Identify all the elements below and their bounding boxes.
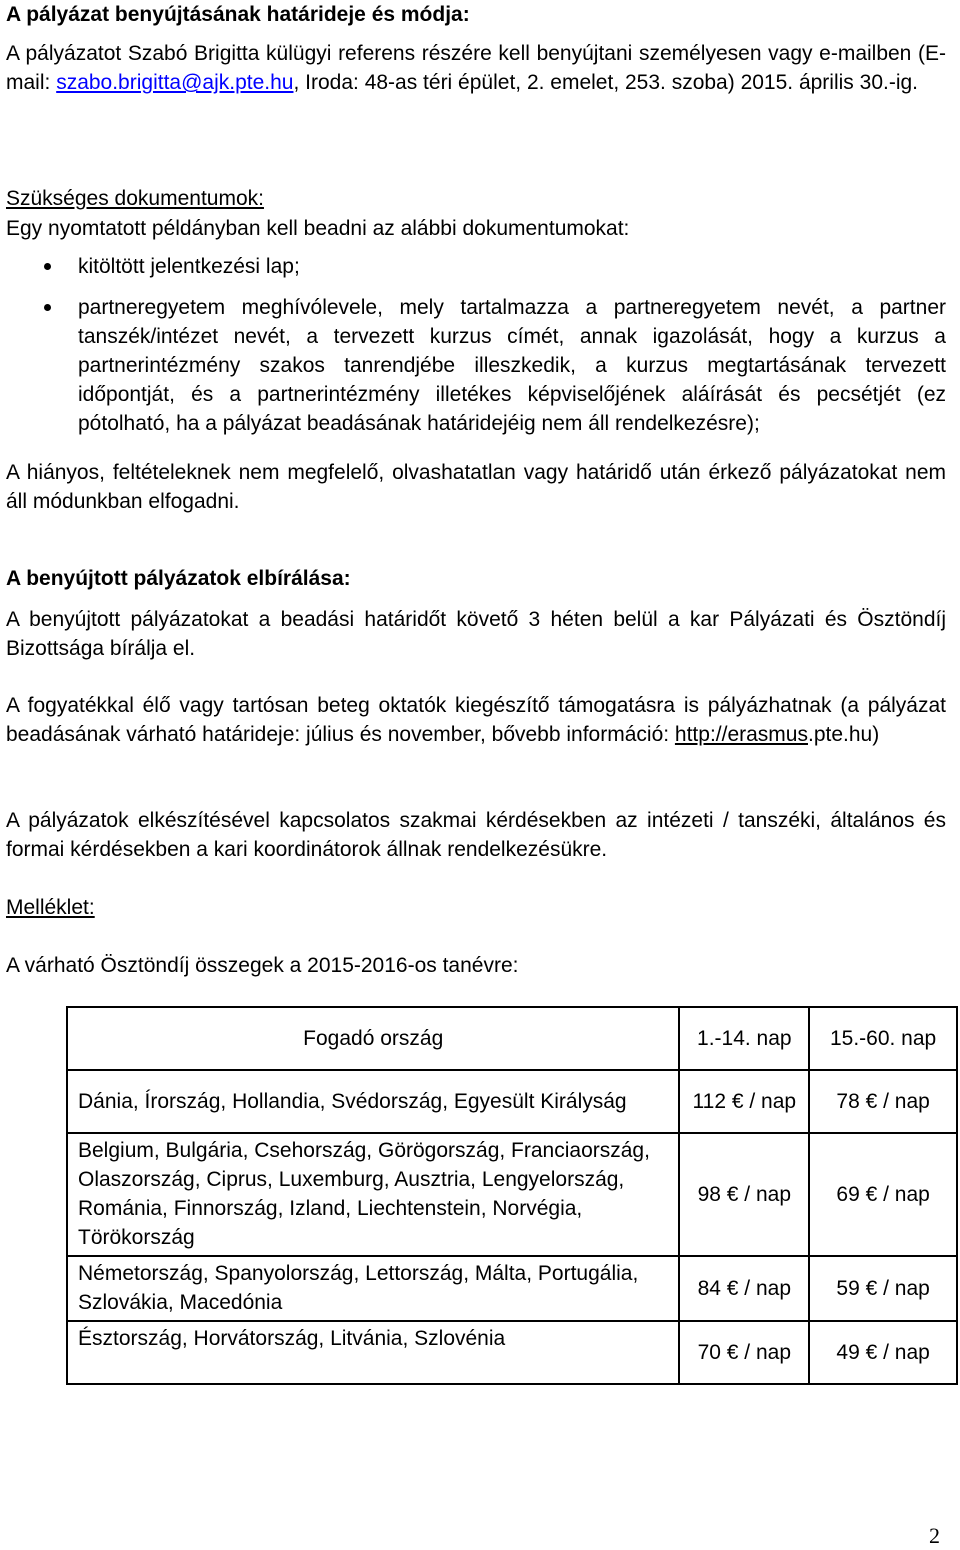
table-row (67, 1070, 957, 1133)
rate-cell-1: 70 € / nap (679, 1321, 809, 1384)
annex-heading: Melléklet: (6, 896, 95, 919)
documents-list (6, 252, 946, 438)
deadline-paragraph (6, 39, 946, 97)
paragraph2-text-after: .pte.hu) (807, 723, 880, 746)
deadline-heading: A pályázat benyújtásának határideje és módja: (6, 3, 470, 26)
page-number: 2 (929, 1523, 940, 1548)
rate-cell-2: 69 € / nap (809, 1133, 957, 1256)
email-link[interactable]: szabo.brigitta@ajk.pte.hu (56, 71, 294, 94)
deadline-text-after: , Iroda: 48-as téri épület, 2. emelet, 253. szoba) 2015. április 30.-ig. (293, 71, 918, 94)
documents-warning: A hiányos, feltételeknek nem megfelelő, olvashatatlan vagy határidő után érkező pályázatokat nem áll módunkban elfogadni. (6, 461, 946, 513)
country-cell: Észtország, Horvátország, Litvánia, Szlovénia (67, 1321, 679, 1384)
erasmus-link[interactable]: http://erasmus (674, 723, 808, 746)
evaluation-paragraph-1: A benyújtott pályázatokat a beadási határidőt követő 3 héten belül a kar Pályázati és Ösztöndíj Bizottsága bírálja el. (6, 608, 946, 660)
rate-cell-2: 78 € / nap (809, 1070, 957, 1133)
rate-cell-2: 49 € / nap (809, 1321, 957, 1384)
paragraph2-text-before: A fogyatékkal élő vagy tartósan beteg oktatók kiegészítő támogatásra is pályázhatnak (a pályázat beadásának várható határideje: július és november, bővebb információ: (6, 694, 946, 746)
rate-cell-1: 98 € / nap (679, 1133, 809, 1256)
annex-intro: A várható Ösztöndíj összegek a 2015-2016-os tanévre: (6, 954, 519, 977)
header-days-15-60: 15.-60. nap (809, 1007, 957, 1070)
documents-intro: Egy nyomtatott példányban kell beadni az alábbi dokumentumokat: (6, 217, 630, 240)
list-item (6, 252, 946, 281)
rate-cell-2: 59 € / nap (809, 1256, 957, 1321)
bullet-icon (44, 263, 51, 270)
country-cell: Belgium, Bulgária, Csehország, Görögország, Franciaország, Olaszország, Ciprus, Luxemburg, Ausztria, Lengyelország, Románia, Finnország, Izland, Liechtenstein, Norvégia, Törökország (67, 1133, 679, 1256)
table-header-row (67, 1007, 957, 1070)
table-row (67, 1133, 957, 1256)
country-cell: Dánia, Írország, Hollandia, Svédország, Egyesült Királyság (67, 1070, 679, 1133)
deadline-text-before: A pályázatot Szabó Brigitta külügyi referens részére kell benyújtani személyesen vagy e-mailben (E-mail: (6, 42, 946, 94)
header-country: Fogadó ország (67, 1007, 679, 1070)
table-row (67, 1256, 957, 1321)
list-item (6, 293, 946, 438)
rate-cell-1: 112 € / nap (679, 1070, 809, 1133)
rate-cell-1: 84 € / nap (679, 1256, 809, 1321)
grant-rates-table (66, 1006, 958, 1385)
documents-heading: Szükséges dokumentumok: (6, 187, 264, 210)
evaluation-paragraph-3: A pályázatok elkészítésével kapcsolatos szakmai kérdésekben az intézeti / tanszéki, általános és formai kérdésekben a kari koordinátorok állnak rendelkezésükre. (6, 809, 946, 861)
country-cell: Németország, Spanyolország, Lettország, Málta, Portugália, Szlovákia, Macedónia (67, 1256, 679, 1321)
list-item-text: kitöltött jelentkezési lap; (78, 255, 300, 278)
evaluation-paragraph-2 (6, 691, 946, 749)
table-row (67, 1321, 957, 1384)
list-item-text: partneregyetem meghívólevele, mely tartalmazza a partneregyetem nevét, a partner tanszék/intézet nevét, a tervezett kurzus címét, annak igazolását, hogy a kurzus a partnerintézmény szakos tanrendjébe illeszkedik, a kurzus megtartásának tervezett időpontját, és a partnerintézmény illetékes képviselőjének aláírását és pecsétjét (ez pótolható, ha a pályázat beadásának határidejéig nem áll rendelkezésre); (78, 296, 946, 435)
evaluation-heading: A benyújtott pályázatok elbírálása: (6, 567, 351, 590)
header-days-1-14: 1.-14. nap (679, 1007, 809, 1070)
bullet-icon (44, 304, 51, 311)
